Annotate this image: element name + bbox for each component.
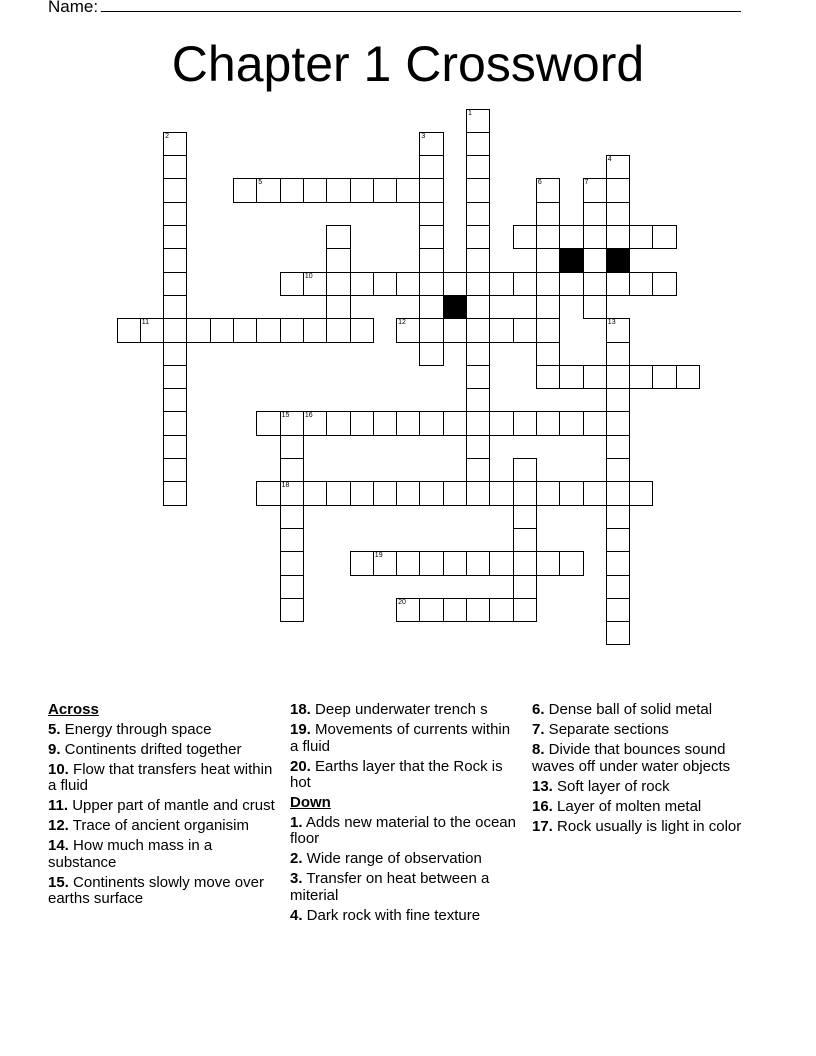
grid-cell[interactable] [234,319,256,341]
grid-cell[interactable] [607,459,629,481]
clue-number: 7 [584,179,589,187]
grid-cell[interactable] [444,273,466,295]
across-clue [48,838,278,871]
grid-cell[interactable] [560,366,582,388]
clue-number: 4 [607,156,612,164]
grid-cell[interactable] [397,552,419,574]
across-clue [290,702,520,719]
grid-cell[interactable] [304,412,326,434]
grid-cell[interactable] [304,319,326,341]
clue-number: 15 [281,412,290,420]
grid-cell[interactable] [607,412,629,434]
grid-cell[interactable] [374,179,396,201]
grid-cell[interactable] [327,179,349,201]
grid-cell[interactable] [164,179,186,201]
grid-cell[interactable] [584,203,606,225]
clue-number: 16 [304,412,313,420]
grid-cell[interactable] [584,482,606,504]
grid-cell[interactable] [514,459,536,481]
across-clue [48,762,278,795]
grid-cell[interactable] [420,552,442,574]
grid-cell[interactable] [164,319,186,341]
grid-cell[interactable] [304,179,326,201]
grid-cell[interactable] [537,226,559,248]
grid-cell[interactable] [281,599,303,621]
clue-number: 1 [468,109,472,117]
black-cell [444,296,466,318]
grid-cell[interactable] [327,412,349,434]
clue-text: Transfer on heat between a miterial [290,870,490,904]
grid-cell[interactable] [537,482,559,504]
grid-cell[interactable] [281,552,303,574]
grid-cell[interactable] [467,366,489,388]
grid-cell[interactable] [164,389,186,411]
grid-cell[interactable] [281,529,303,551]
grid-cell[interactable] [304,273,326,295]
page-title: Chapter 1 Crossword [171,36,645,92]
grid-cell[interactable] [537,552,559,574]
across-clues-a [48,722,278,908]
grid-cell[interactable] [257,412,279,434]
down-clues-a [290,815,520,925]
grid-cell[interactable] [490,412,512,434]
grid-cell[interactable] [467,412,489,434]
grid-cell[interactable] [560,226,582,248]
grid-cell[interactable] [281,459,303,481]
grid-cell[interactable] [514,599,536,621]
grid-cell[interactable] [397,412,419,434]
grid-cell[interactable] [164,343,186,365]
clue-text: Earths layer that the Rock is hot [290,757,503,791]
across-clue [290,759,520,792]
grid-cell[interactable] [164,203,186,225]
grid-cell[interactable] [420,343,442,365]
grid-cell[interactable] [537,296,559,318]
grid-cell[interactable] [467,296,489,318]
clue-text: Upper part of mantle and crust [68,797,275,814]
grid-cell[interactable] [420,179,442,201]
across-clue [48,742,278,759]
clue-num: 6. [532,701,545,718]
grid-cell[interactable] [397,273,419,295]
grid-cell[interactable] [420,203,442,225]
grid-cell[interactable] [607,506,629,528]
grid-cell[interactable] [304,482,326,504]
grid-cell[interactable] [281,576,303,598]
grid-cell[interactable] [281,273,303,295]
down-clue [290,851,520,868]
grid-cell[interactable] [420,133,442,155]
grid-cell[interactable] [490,599,512,621]
clue-text: Divide that bounces sound waves off under water objects [532,741,731,775]
grid-cell[interactable] [467,110,489,132]
grid-cell[interactable] [537,412,559,434]
clue-number: 18 [281,482,290,490]
grid-cell[interactable] [397,599,419,621]
grid-cell[interactable] [327,482,349,504]
grid-cell[interactable] [607,622,629,644]
grid-cell[interactable] [467,343,489,365]
grid-cell[interactable] [281,412,303,434]
grid-cell[interactable] [653,273,675,295]
clues-column-2 [290,702,520,928]
grid-cell[interactable] [607,273,629,295]
down-clue [532,819,762,836]
grid-cell[interactable] [653,226,675,248]
clue-num: 7. [532,721,545,738]
down-clue [532,722,762,739]
clue-text: Rock usually is light in color [552,817,742,835]
grid-cell[interactable] [537,319,559,341]
grid-cell[interactable] [514,482,536,504]
clue-num: 16. [532,797,553,815]
grid-cell[interactable] [607,389,629,411]
clue-num: 20. [290,757,311,775]
grid-cell[interactable] [234,179,256,201]
grid-cell[interactable] [584,412,606,434]
clue-text: Continents slowly move over earths surface [48,873,264,907]
grid-cell[interactable] [164,482,186,504]
grid-cell[interactable] [560,412,582,434]
clue-num: 18. [290,701,311,718]
clue-number: 10 [304,272,313,280]
grid-cell[interactable] [164,156,186,178]
clue-text: How much mass in a substance [48,837,213,871]
clue-num: 5. [48,720,61,738]
clue-text: Trace of ancient organisim [68,817,249,834]
grid-cell[interactable] [281,436,303,458]
clue-num: 17. [532,817,553,835]
across-clue [290,722,520,755]
grid-cell[interactable] [607,226,629,248]
grid-cell[interactable] [257,482,279,504]
grid-cell[interactable] [537,249,559,271]
grid-cell[interactable] [467,249,489,271]
grid-cell[interactable] [374,552,396,574]
grid-cell[interactable] [490,552,512,574]
grid-cell[interactable] [467,599,489,621]
grid-cell[interactable] [537,179,559,201]
grid-cell[interactable] [584,179,606,201]
grid-cell[interactable] [607,343,629,365]
clue-num: 19. [290,721,311,738]
grid-cell[interactable] [420,273,442,295]
grid-cell[interactable] [374,273,396,295]
grid-cell[interactable] [141,319,163,341]
grid-cell[interactable] [444,319,466,341]
clue-text: Wide range of observation [302,850,482,867]
across-clue [48,798,278,815]
grid-cell[interactable] [467,436,489,458]
clue-num: 9. [48,740,61,758]
grid-cell[interactable] [514,319,536,341]
down-clue [532,742,762,775]
grid-cell[interactable] [351,412,373,434]
clue-text: Soft layer of rock [552,777,670,795]
clue-text: Dense ball of solid metal [544,701,713,718]
grid-cell[interactable] [467,133,489,155]
grid-cell[interactable] [467,203,489,225]
clues-column-3 [532,702,762,839]
grid-cell[interactable] [164,226,186,248]
clue-num: 4. [290,906,303,924]
grid-cell[interactable] [560,273,582,295]
grid-cell[interactable] [374,412,396,434]
clue-number: 3 [421,132,426,140]
grid-cell[interactable] [397,482,419,504]
grid-cell[interactable] [420,249,442,271]
grid-cell[interactable] [327,249,349,271]
grid-cell[interactable] [281,179,303,201]
clue-num: 11. [48,797,69,814]
grid-cell[interactable] [164,133,186,155]
clue-num: 3. [290,870,303,887]
grid-cell[interactable] [607,529,629,551]
grid-cell[interactable] [467,552,489,574]
grid-cell[interactable] [327,273,349,295]
grid-cell[interactable] [467,226,489,248]
grid-cell[interactable] [281,319,303,341]
grid-cell[interactable] [607,319,629,341]
down-clue [532,799,762,816]
grid-cell[interactable] [420,296,442,318]
clue-text: Separate sections [544,721,669,738]
grid-cell[interactable] [467,482,489,504]
grid-cell[interactable] [187,319,209,341]
grid-cell[interactable] [630,366,652,388]
down-clue [290,871,520,904]
grid-cell[interactable] [467,459,489,481]
grid-cell[interactable] [467,273,489,295]
grid-cell[interactable] [467,319,489,341]
black-cell [560,249,582,271]
grid-cell[interactable] [211,319,233,341]
grid-cell[interactable] [444,482,466,504]
grid-cell[interactable] [164,366,186,388]
grid-cell[interactable] [560,482,582,504]
black-cell [607,249,629,271]
clue-number: 19 [374,552,383,560]
clue-num: 2. [290,850,303,867]
grid-cell[interactable] [164,459,186,481]
grid-cell[interactable] [164,273,186,295]
grid-cell[interactable] [397,319,419,341]
grid-cell[interactable] [584,366,606,388]
grid-cell[interactable] [164,436,186,458]
grid-cell[interactable] [607,179,629,201]
grid-cell[interactable] [630,226,652,248]
grid-cell[interactable] [607,599,629,621]
grid-cell[interactable] [467,179,489,201]
clue-num: 8. [532,741,545,758]
grid-cell[interactable] [653,366,675,388]
clue-text: Layer of molten metal [552,797,702,815]
grid-cell[interactable] [281,482,303,504]
down-clues-b [532,702,762,835]
grid-cell[interactable] [514,412,536,434]
clue-text: Adds new material to the ocean floor [290,813,516,847]
grid-cell[interactable] [327,226,349,248]
down-heading: Down [290,794,331,811]
down-clue [290,908,520,925]
grid-cell[interactable] [420,156,442,178]
grid-cell[interactable] [420,226,442,248]
grid-cell[interactable] [444,412,466,434]
clue-num: 10. [48,760,69,778]
grid-cell[interactable] [607,436,629,458]
across-clue [48,875,278,908]
clue-num: 13. [532,777,553,795]
clue-num: 1. [290,813,303,831]
grid-cell[interactable] [607,482,629,504]
clue-text: Energy through space [60,720,212,738]
grid-cell[interactable] [444,599,466,621]
grid-cell[interactable] [514,226,536,248]
grid-cell[interactable] [397,179,419,201]
grid-cell[interactable] [351,482,373,504]
down-clue [532,779,762,796]
grid-cell[interactable] [537,343,559,365]
across-clue [48,722,278,739]
grid-cell[interactable] [164,412,186,434]
grid-cell[interactable] [584,296,606,318]
grid-cell[interactable] [374,482,396,504]
grid-cell[interactable] [537,203,559,225]
grid-cell[interactable] [537,273,559,295]
grid-cell[interactable] [630,482,652,504]
clues-column-1 [48,702,278,911]
grid-cell[interactable] [467,389,489,411]
grid-cell[interactable] [490,319,512,341]
across-clues-b [290,702,520,792]
grid-cell[interactable] [351,319,373,341]
grid-cell[interactable] [514,529,536,551]
grid-cell[interactable] [584,226,606,248]
clue-number: 20 [398,598,406,606]
grid-cell[interactable] [607,366,629,388]
clue-num: 12. [48,817,69,834]
clue-number: 11 [141,319,150,327]
grid-cell[interactable] [327,296,349,318]
clue-text: Continents drifted together [60,740,242,758]
grid-cell[interactable] [560,552,582,574]
grid-cell[interactable] [327,319,349,341]
grid-cell[interactable] [164,296,186,318]
clue-text: Movements of currents within a fluid [290,721,511,755]
grid-cell[interactable] [444,552,466,574]
grid-cell[interactable] [677,366,699,388]
clue-number: 5 [258,179,263,187]
clue-text: Flow that transfers heat within a fluid [48,760,273,794]
across-heading: Across [48,701,99,718]
name-label: Name: [48,0,99,16]
grid-cell[interactable] [607,552,629,574]
grid-cell[interactable] [420,482,442,504]
grid-cell[interactable] [281,506,303,528]
grid-cell[interactable] [607,156,629,178]
clue-text: Dark rock with fine texture [302,906,481,924]
grid-cell[interactable] [607,576,629,598]
grid-cell[interactable] [514,576,536,598]
grid-cell[interactable] [420,599,442,621]
grid-cell[interactable] [420,319,442,341]
grid-cell[interactable] [351,552,373,574]
grid-cell[interactable] [537,366,559,388]
clue-number: 6 [537,179,542,187]
clue-number: 13 [607,319,616,327]
grid-cell[interactable] [630,273,652,295]
grid-cell[interactable] [118,319,140,341]
grid-cell[interactable] [164,249,186,271]
grid-cell[interactable] [584,273,606,295]
grid-cell[interactable] [490,273,512,295]
grid-cell[interactable] [584,249,606,271]
clue-num: 14. [48,837,69,854]
grid-cell[interactable] [607,203,629,225]
grid-cell[interactable] [467,156,489,178]
grid-cell[interactable] [420,412,442,434]
clue-text: Deep underwater trench s [310,701,488,718]
clue-number: 12 [398,319,406,327]
grid-cell[interactable] [514,273,536,295]
clue-num: 15. [48,873,69,891]
down-clue [532,702,762,719]
grid-cell[interactable] [257,319,279,341]
across-clue [48,818,278,835]
grid-cell[interactable] [490,482,512,504]
down-clue [290,815,520,848]
clue-number: 2 [165,132,169,140]
grid-cell[interactable] [514,552,536,574]
grid-cell[interactable] [351,273,373,295]
grid-cell[interactable] [514,506,536,528]
grid-cell[interactable] [257,179,279,201]
grid-cell[interactable] [351,179,373,201]
